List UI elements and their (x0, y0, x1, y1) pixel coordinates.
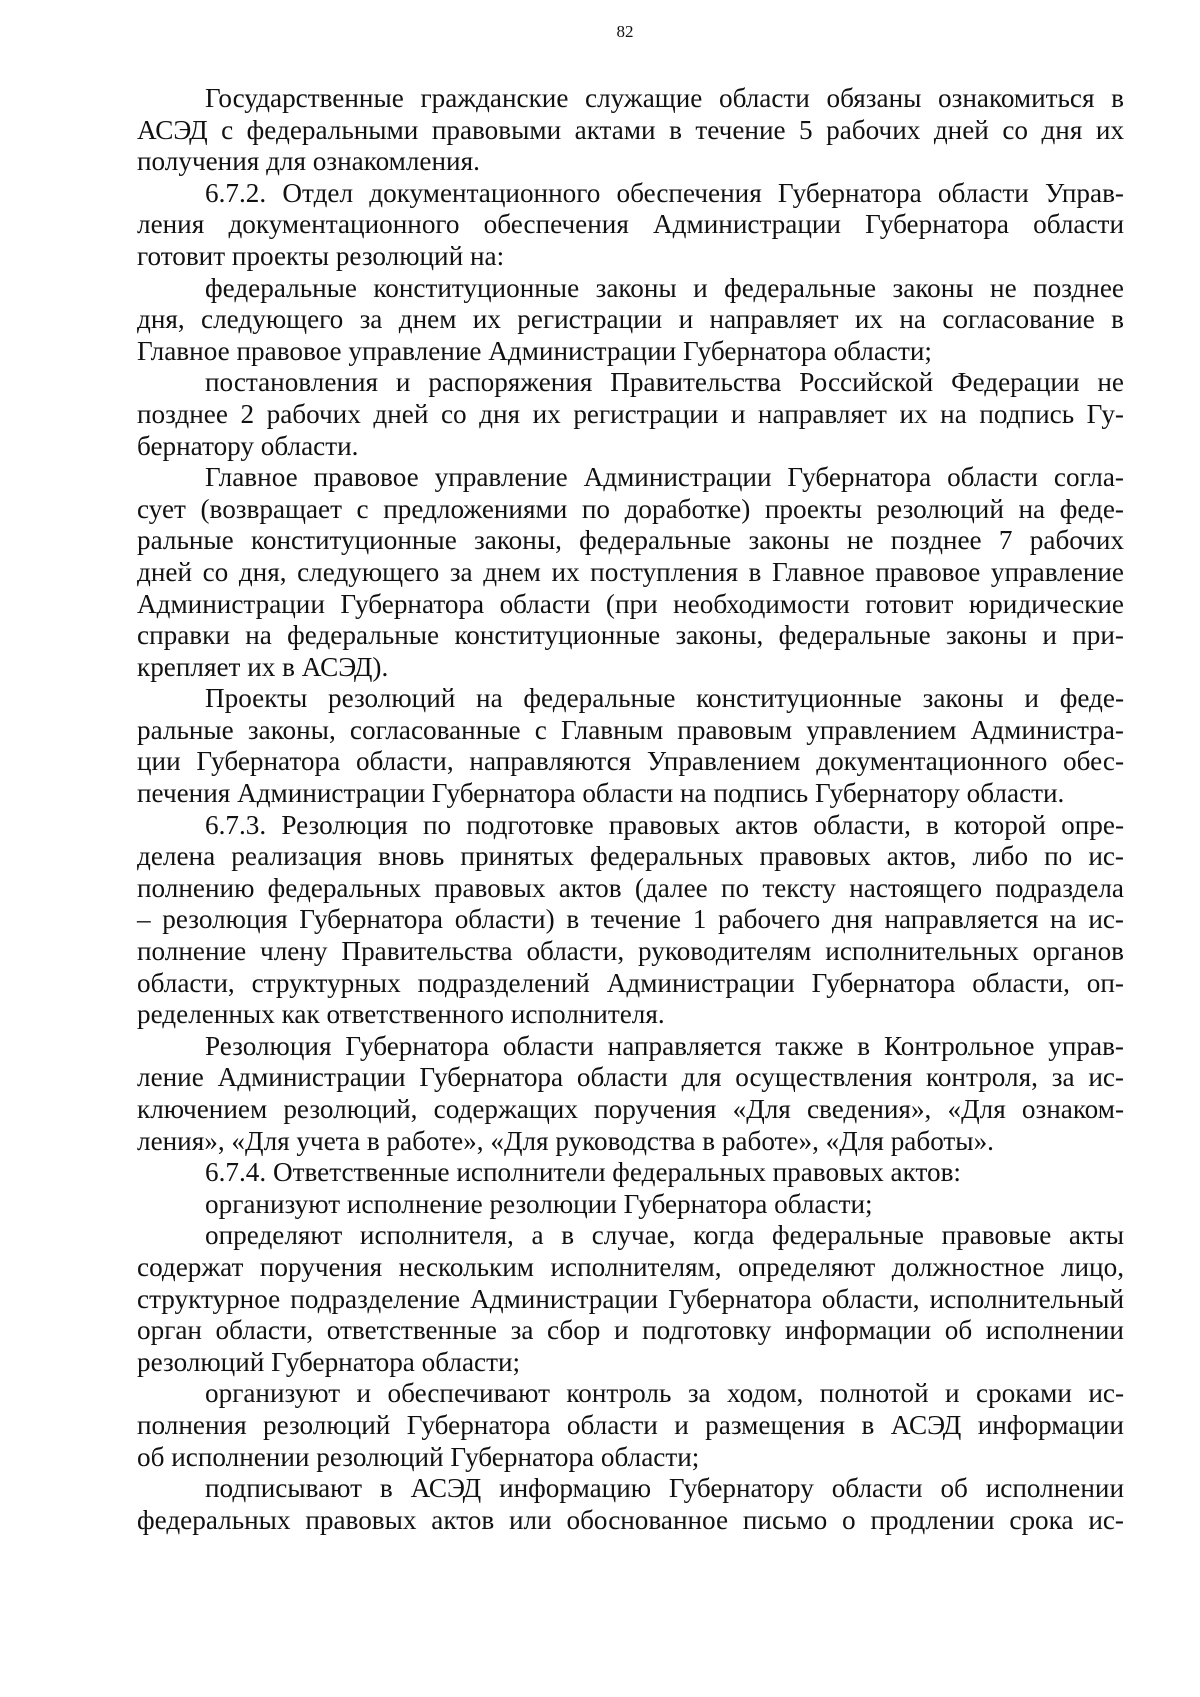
text-line: ления», «Для учета в работе», «Для руководства в работе», «Для работы». (137, 1125, 994, 1156)
paragraph (137, 1189, 1124, 1221)
paragraph (137, 1220, 1124, 1378)
text-line: 6.7.2. Отдел документационного обеспечения Губернатора области Управ- (205, 177, 1124, 208)
text-line: ральные законы, согласованные с Главным правовым управлением Администра- (137, 714, 1124, 745)
text-line: 6.7.3. Резолюция по подготовке правовых актов области, в которой опре- (205, 809, 1124, 840)
text-line: делена реализация вновь принятых федеральных правовых актов, либо по ис- (137, 841, 1124, 872)
text-line: получения для ознакомления. (137, 146, 480, 177)
text-line: ления документационного обеспечения Администрации Губернатора области (137, 209, 1124, 240)
text-line: полнение члену Правительства области, руководителям исполнительных органов (137, 936, 1124, 967)
text-line: резолюций Губернатора области; (137, 1346, 521, 1377)
document-body (137, 83, 1124, 1536)
text-line: ральные конституционные законы, федеральные законы не позднее 7 рабочих (137, 525, 1124, 556)
paragraph (137, 1157, 1124, 1189)
text-line: организуют исполнение резолюции Губернатора области; (205, 1188, 873, 1219)
text-line: постановления и распоряжения Правительства Российской Федерации не (205, 367, 1124, 398)
text-line: полнения резолюций Губернатора области и размещения в АСЭД информации (137, 1409, 1124, 1440)
text-line: Главное правовое управление Администрации Губернатора области; (137, 335, 932, 366)
text-line: Государственные гражданские служащие области обязаны ознакомиться в (205, 83, 1124, 113)
text-line: дня, следующего за днем их регистрации и направляет их на согласование в (137, 304, 1124, 335)
text-line: печения Администрации Губернатора области на подпись Губернатору области. (137, 778, 1065, 809)
paragraph (137, 1378, 1124, 1473)
text-line: содержат поручения нескольким исполнителям, определяют должностное лицо, (137, 1251, 1124, 1282)
paragraph (137, 683, 1124, 809)
page-number: 82 (616, 22, 634, 41)
text-line: структурное подразделение Администрации Губернатора области, исполнительный (137, 1283, 1124, 1314)
text-line: Главное правовое управление Администрации Губернатора области согла- (205, 462, 1124, 493)
text-line: орган области, ответственные за сбор и подготовку информации об исполнении (137, 1315, 1124, 1346)
text-line: об исполнении резолюций Губернатора области; (137, 1441, 700, 1472)
text-line: ление Администрации Губернатора области для осуществления контроля, за ис- (137, 1062, 1124, 1093)
paragraph (137, 810, 1124, 1031)
paragraph (137, 83, 1124, 178)
text-line: 6.7.4. Ответственные исполнители федеральных правовых актов: (205, 1157, 961, 1188)
text-line: Администрации Губернатора области (при необходимости готовит юридические (137, 588, 1124, 619)
text-line: бернатору области. (137, 430, 359, 461)
text-line: – резолюция Губернатора области) в течение 1 рабочего дня направляется на ис- (137, 904, 1124, 935)
paragraph (137, 1031, 1124, 1157)
text-line: сует (возвращает с предложениями по доработке) проекты резолюций на феде- (137, 493, 1124, 524)
text-line: Проекты резолюций на федеральные конституционные законы и феде- (205, 683, 1124, 714)
text-line: подписывают в АСЭД информацию Губернатору области об исполнении (205, 1473, 1124, 1504)
text-line: области, структурных подразделений Администрации Губернатора области, оп- (137, 967, 1124, 998)
text-line: ции Губернатора области, направляются Управлением документационного обес- (137, 746, 1124, 777)
text-line: АСЭД с федеральными правовыми актами в течение 5 рабочих дней со дня их (137, 114, 1124, 145)
text-line: полнению федеральных правовых актов (далее по тексту настоящего подраздела (137, 872, 1124, 903)
text-line: федеральных правовых актов или обоснованное письмо о продлении срока ис- (137, 1504, 1124, 1535)
text-line: готовит проекты резолюций на: (137, 240, 505, 271)
text-line: определяют исполнителя, а в случае, когда федеральные правовые акты (205, 1220, 1124, 1251)
text-line: дней со дня, следующего за днем их поступления в Главное правовое управление (137, 556, 1124, 587)
text-line: Резолюция Губернатора области направляется также в Контрольное управ- (205, 1030, 1124, 1061)
text-line: ключением резолюций, содержащих поручения «Для сведения», «Для ознаком- (137, 1094, 1124, 1124)
text-line: справки на федеральные конституционные законы, федеральные законы и при- (137, 620, 1124, 651)
text-line: организуют и обеспечивают контроль за ходом, полнотой и сроками ис- (205, 1378, 1124, 1409)
text-line: федеральные конституционные законы и федеральные законы не позднее (205, 272, 1124, 303)
paragraph (137, 273, 1124, 368)
paragraph (137, 462, 1124, 683)
paragraph (137, 1473, 1124, 1536)
text-line: ределенных как ответственного исполнителя. (137, 999, 665, 1030)
paragraph (137, 178, 1124, 273)
text-line: крепляет их в АСЭД). (137, 651, 389, 682)
paragraph (137, 367, 1124, 462)
text-line: позднее 2 рабочих дней со дня их регистрации и направляет их на подпись Гу- (137, 398, 1124, 429)
